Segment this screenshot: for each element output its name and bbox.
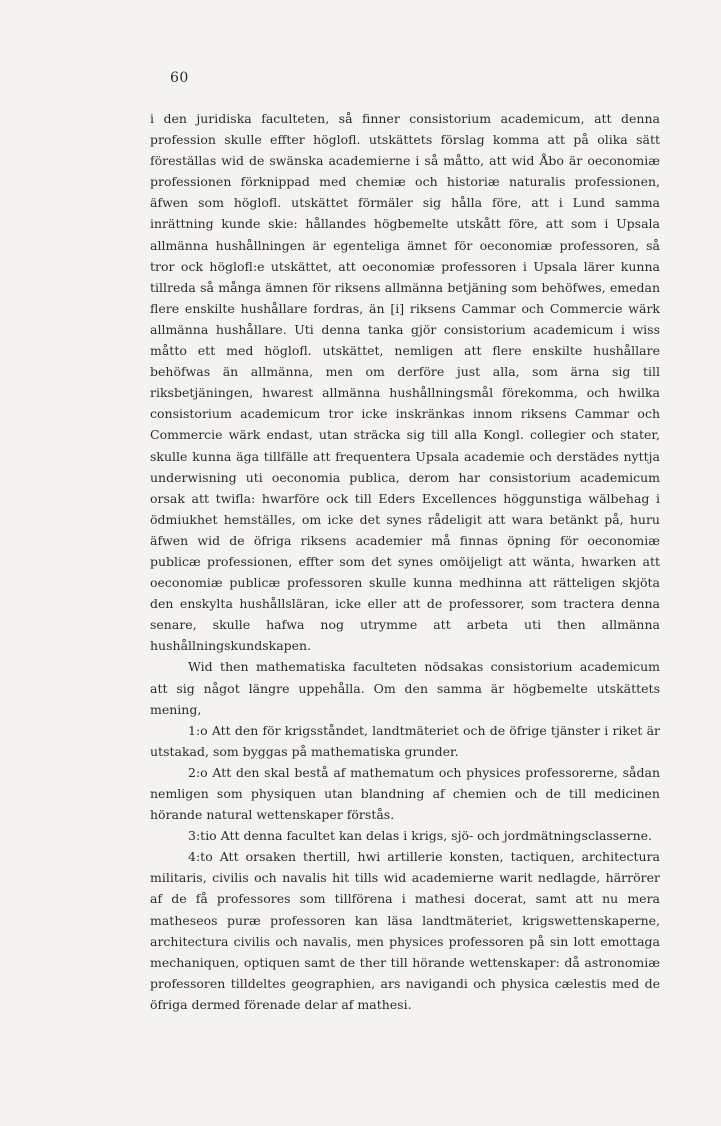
body-text [150, 108, 660, 1015]
paragraph-6: 4:to Att orsaken thertill, hwi artillerie konsten, tactiquen, architectura militaris, civilis och navalis hit tills wid academierne warit nedlagde, härrörer af de få professores som tillförena i mathesi docerat, samt att nu mera matheseos puræ professoren kan läsa landtmäteriet, krigswettenskaperne, architectura civilis och navalis, men physices professoren på sin lott emottaga mechaniquen, optiquen samt de ther till hörande wettenskaper: då astronomiæ professoren tilldeltes geographien, ars navigandi och physica cælestis med de öfriga dermed förenade delar af mathesi. [150, 849, 660, 1012]
paragraph-1: i den juridiska faculteten, så finner consistorium academicum, att denna profession skulle effter höglofl. utskättets förslag komma att på olika sätt föreställas wid de swänska academierne i så måtto, att wid Åbo är oeconomiæ professionen förknippad med chemiæ och historiæ naturalis professionen, äfwen som höglofl. utskättet förmäler sig hålla före, att i Lund samma inrättning kunde skie: hållandes högbemelte utskått före, att som i Upsala allmänna hushållningen är egenteliga ämnet för oeconomiæ professoren, så tror ock höglofl:e utskättet, att oeconomiæ professoren i Upsala lärer kunna tillreda så många ämnen för riksens allmänna betjäning som behöfwes, emedan flere enskilte hushållare fordras, än [i] riksens Cammar och Commercie wärk allmänna hushållare. Uti denna tanka gjör consistorium academicum i wiss måtto ett med höglofl. utskättet, nemligen att flere enskilte hushållare behöfwas än allmänna, men om derföre just alla, som ärna sig till riksbetjäningen, hwarest allmänna hushållningsmål förekomma, och hwilka consistorium academicum tror icke inskränkas innom riksens Cammar och Commercie wärk endast, utan sträcka sig till alla Kongl. collegier och stater, skulle kunna äga tillfälle att frequentera Upsala academie och derstädes nyttja underwisning uti oeconomia publica, derom har consistorium academicum orsak att twifla: hwarföre ock till Eders Excellences höggunstiga wälbehag i ödmiukhet hemställes, om icke det synes rådeligit att wara betänkt på, huru äfwen wid de öfriga riksens academier må finnas öpning för oeconomiæ publicæ professionen, effter som det synes omöijeligt att wänta, hwarken att oeconomiæ publicæ professoren skulle kunna medhinna att rätteligen skjöta den enskylta hushållsläran, icke eller att de professorer, som tractera denna senare, skulle hafwa nog utrymme att arbeta uti then allmänna hushållningskundskapen. [150, 111, 660, 654]
paragraph-5: 3:tio Att denna facultet kan delas i krigs, sjö- och jordmätningsclasserne. [188, 828, 653, 844]
paragraph-4: 2:o Att den skal bestå af mathematum och physices professorerne, sådan nemligen som physiquen utan blandning af chemien och de till medicinen hörande natural wettenskaper förstås. [150, 764, 660, 823]
page-number: 60 [170, 70, 189, 86]
paragraph-3: 1:o Att den för krigsståndet, landtmäteriet och de öfrige tjänster i riket är utstakad, som byggas på mathematiska grunder. [150, 722, 660, 759]
paragraph-2: Wid then mathematiska faculteten nödsakas consistorium academicum att sig något längre uppehålla. Om den samma är högbemelte utskättets mening, [150, 659, 660, 717]
